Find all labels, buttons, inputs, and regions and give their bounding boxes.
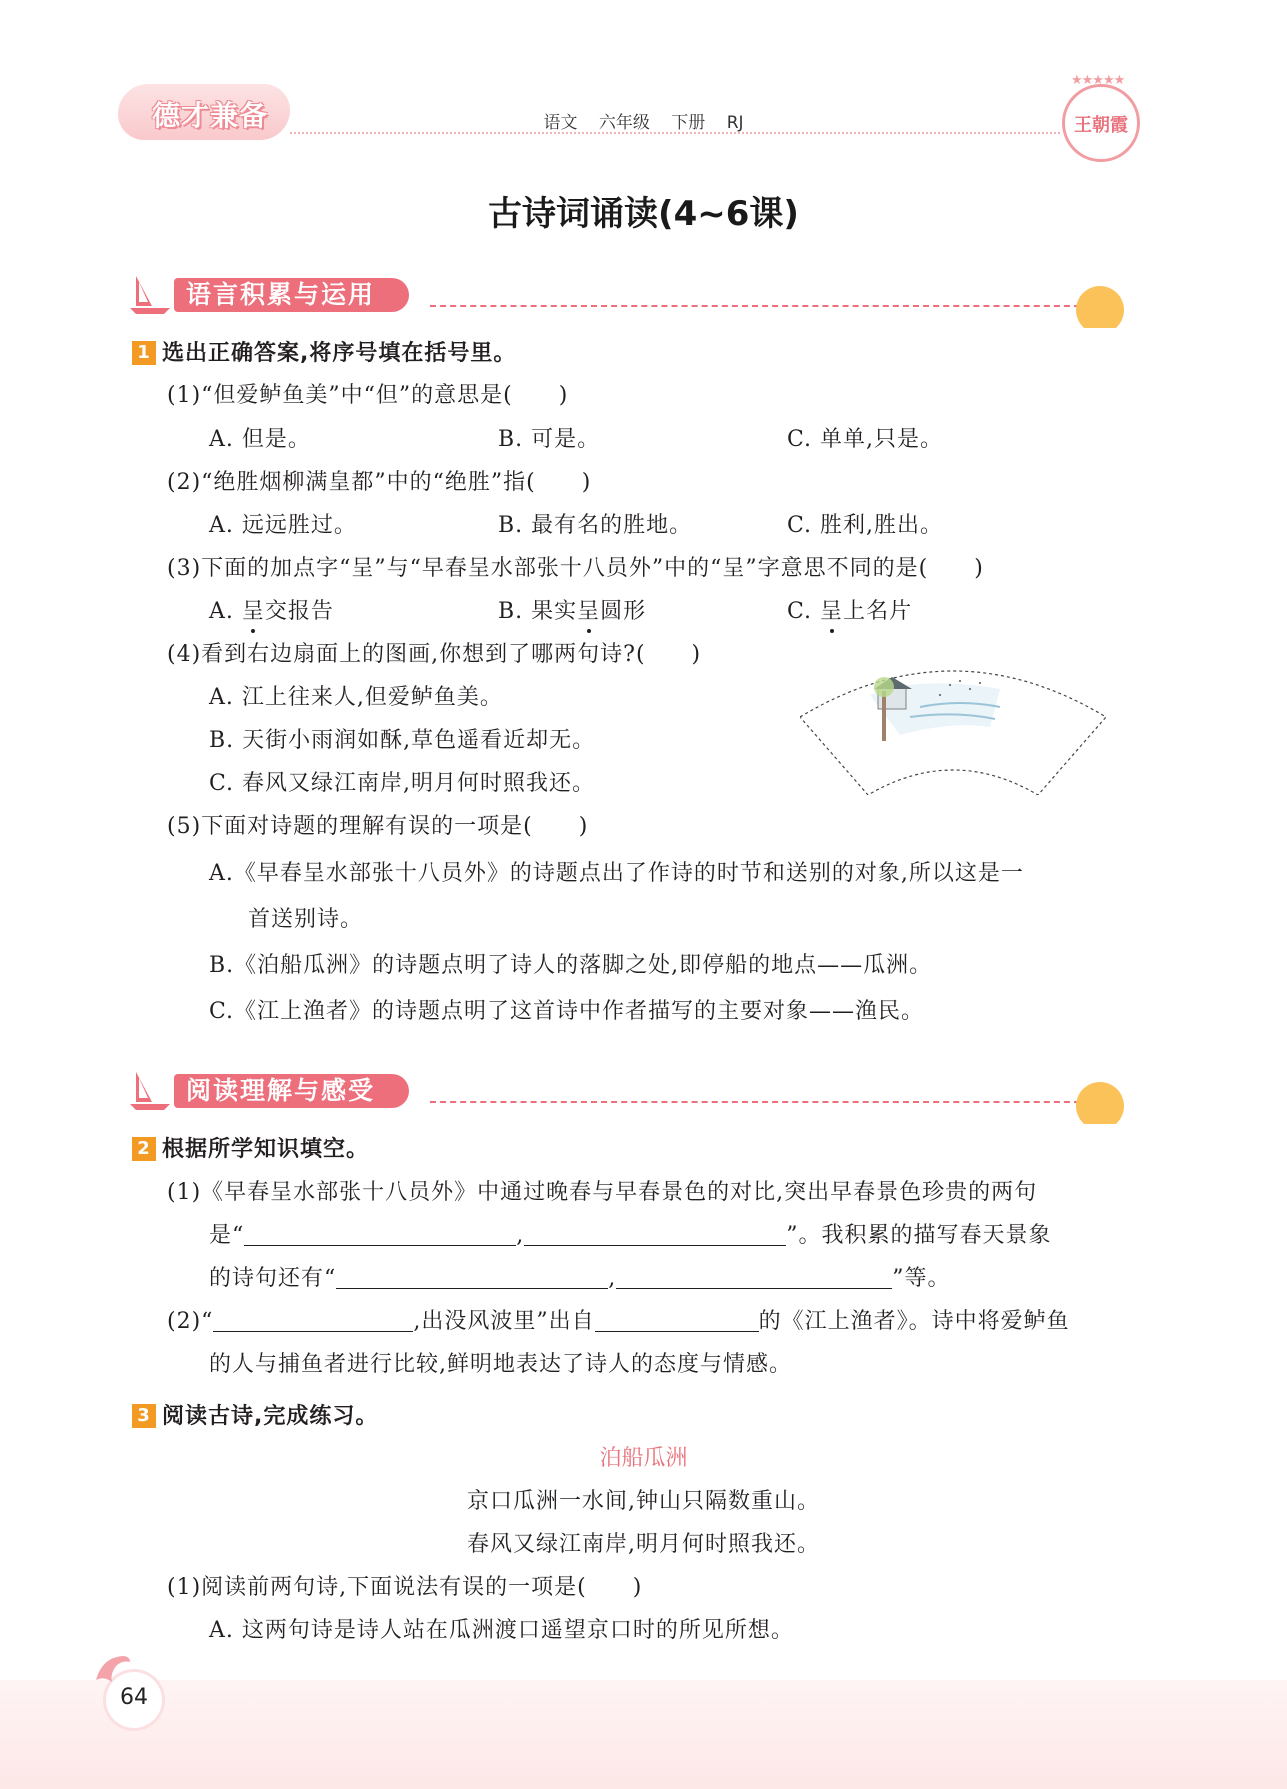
- q1-item-4-option-c: C. 春风又绿江南岸,明月何时照我还。: [209, 771, 596, 796]
- sailboat-icon: [130, 1068, 170, 1110]
- section-dash: [430, 1101, 1080, 1103]
- section-title: 阅读理解与感受: [174, 1074, 409, 1108]
- section-banner-reading: [130, 1064, 1130, 1114]
- q1-item-4-stem: (4)看到右边扇面上的图画,你想到了哪两句诗?( ): [167, 642, 702, 667]
- poem-line-1: 京口瓜洲一水间,钟山只隔数重山。: [467, 1489, 820, 1514]
- question-text: 阅读古诗,完成练习。: [162, 1404, 379, 1429]
- q1-item-3-option-a: A. 呈交报告: [209, 594, 334, 625]
- q1-item-1-option-b: B. 可是。: [498, 427, 601, 452]
- question-text: 根据所学知识填空。: [162, 1137, 370, 1162]
- sunset-icon: [1076, 280, 1124, 328]
- volume-label: 下册: [671, 113, 706, 133]
- question-number: 3: [132, 1404, 156, 1428]
- emphasis-char: 呈: [242, 594, 265, 625]
- seal-stars: ★★★★★: [1071, 73, 1125, 88]
- q1-item-4-option-b: B. 天街小雨润如酥,草色遥看近却无。: [209, 728, 596, 753]
- emphasis-char: 呈: [577, 594, 600, 625]
- dolphin-icon: [92, 1652, 132, 1686]
- edition-label: RJ: [726, 113, 744, 133]
- grade-label: 六年级: [598, 113, 650, 133]
- q1-item-5-option-a: A.《早春呈水部张十八员外》的诗题点出了作诗的时节和送别的对象,所以这是一: [209, 861, 1024, 886]
- q1-item-1-option-a: A. 但是。: [209, 427, 311, 452]
- q1-item-4-option-a: A. 江上往来人,但爱鲈鱼美。: [209, 685, 503, 710]
- brand-logo-text: 德才兼备: [152, 99, 269, 132]
- fill-blank[interactable]: [524, 1223, 786, 1246]
- page-number: 64: [120, 1685, 148, 1710]
- seal-name: 王朝霞: [1074, 115, 1128, 136]
- fill-blank[interactable]: [244, 1223, 516, 1246]
- q2-part-2-line-2: 的人与捕鱼者进行比较,鲜明地表达了诗人的态度与情感。: [209, 1352, 792, 1377]
- q1-item-1-option-c: C. 单单,只是。: [787, 427, 944, 452]
- fill-blank[interactable]: [213, 1309, 413, 1332]
- q1-item-2-stem: (2)“绝胜烟柳满皇都”中的“绝胜”指( ): [167, 470, 592, 495]
- poem-line-2: 春风又绿江南岸,明月何时照我还。: [467, 1532, 820, 1557]
- section-dash: [430, 305, 1080, 307]
- question-number: 2: [132, 1137, 156, 1161]
- q1-item-3-option-b: B. 果实呈圆形: [498, 594, 646, 625]
- fill-blank[interactable]: [595, 1309, 759, 1332]
- fill-blank[interactable]: [616, 1266, 892, 1289]
- q2-part-1-line-2: 是“ , ”。我积累的描写春天景象: [209, 1223, 1052, 1248]
- q1-item-2-option-a: A. 远远胜过。: [209, 513, 357, 538]
- subject-label: 语文: [543, 113, 578, 133]
- q3-sub-1-option-a: A. 这两句诗是诗人站在瓜洲渡口遥望京口时的所见所想。: [209, 1618, 794, 1643]
- sunset-icon: [1076, 1076, 1124, 1124]
- question-3-heading: [132, 1399, 378, 1430]
- q1-item-2-option-b: B. 最有名的胜地。: [498, 513, 693, 538]
- page-title: 古诗词诵读(4~6课): [488, 194, 799, 234]
- question-2-heading: [132, 1132, 369, 1163]
- q1-item-3-stem: (3)下面的加点字“呈”与“早春呈水部张十八员外”中的“呈”字意思不同的是( ): [167, 556, 984, 581]
- question-number: 1: [132, 341, 156, 365]
- question-1-heading: [132, 336, 516, 367]
- section-banner-language: [130, 268, 1130, 318]
- q1-item-5-stem: (5)下面对诗题的理解有误的一项是( ): [167, 814, 589, 839]
- q1-item-2-option-c: C. 胜利,胜出。: [787, 513, 944, 538]
- footer-background: [0, 1680, 1287, 1789]
- author-seal: [1062, 73, 1140, 162]
- q3-sub-1-stem: (1)阅读前两句诗,下面说法有误的一项是( ): [167, 1575, 643, 1600]
- poem-title: 泊船瓜洲: [599, 1446, 688, 1471]
- q2-part-1-line-1: (1)《早春呈水部张十八员外》中通过晚春与早春景色的对比,突出早春景色珍贵的两句: [167, 1180, 1038, 1205]
- q1-item-5-option-a-cont: 首送别诗。: [248, 907, 364, 932]
- sailboat-icon: [130, 272, 170, 314]
- q1-item-5-option-b: B.《泊船瓜洲》的诗题点明了诗人的落脚之处,即停船的地点——瓜洲。: [209, 953, 933, 978]
- q1-item-1-stem: (1)“但爱鲈鱼美”中“但”的意思是( ): [167, 383, 569, 408]
- section-title: 语言积累与运用: [174, 278, 409, 312]
- q1-item-5-option-c: C.《江上渔者》的诗题点明了这首诗中作者描写的主要对象——渔民。: [209, 999, 925, 1024]
- q2-part-2-line-1: (2)“ ,出没风波里”出自 的《江上渔者》。诗中将爱鲈鱼: [167, 1309, 1070, 1334]
- q2-part-1-line-3: 的诗句还有“ , ”等。: [209, 1266, 951, 1291]
- fill-blank[interactable]: [336, 1266, 608, 1289]
- question-text: 选出正确答案,将序号填在括号里。: [162, 341, 517, 366]
- fan-painting-illustration: [800, 655, 1106, 795]
- emphasis-char: 呈: [820, 594, 843, 625]
- q1-item-3-option-c: C. 呈上名片: [787, 594, 912, 625]
